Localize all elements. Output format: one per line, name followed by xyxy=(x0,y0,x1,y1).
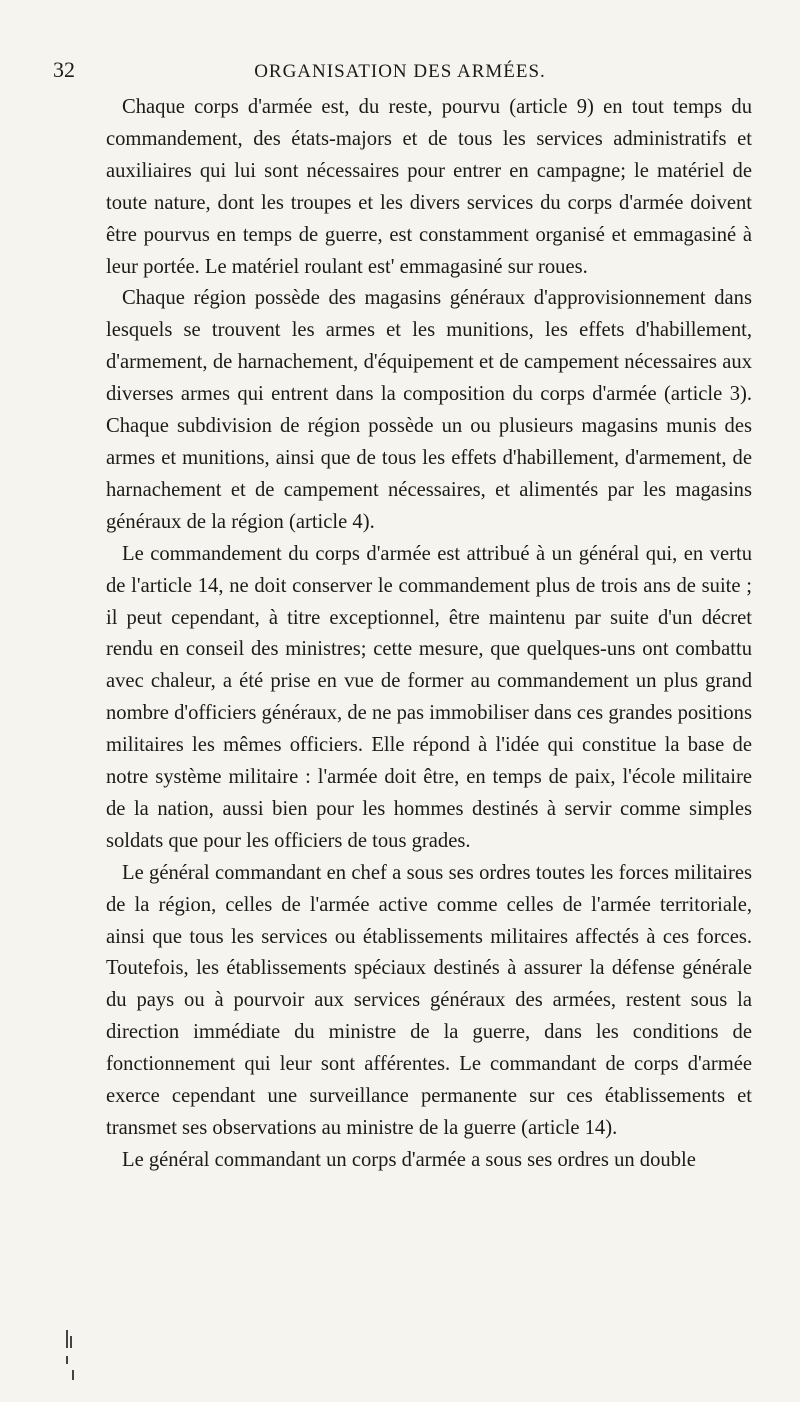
scan-edge-marks xyxy=(66,1330,80,1382)
paragraph: Chaque région possède des magasins généraux d'approvisionnement dans lesquels se trouvent les armes et les munitions, les effets d'habillement, d'armement, de harnachement, d'équipement et de campement nécessaires aux diverses armes qui entrent dans la composition du corps d'armée (article 3). Chaque subdivision de région possède un ou plusieurs magasins munis des armes et munitions, ainsi que de tous les effets d'habillement, d'armement, de harnachement et de campement nécessaires, et alimentés par les magasins généraux de la région (article 4). xyxy=(106,287,752,533)
body-text xyxy=(106,92,752,1177)
page-number: 32 xyxy=(53,57,75,82)
paragraph: Le général commandant en chef a sous ses ordres toutes les forces militaires de la région, celles de l'armée active comme celles de l'armée territoriale, ainsi que tous les services ou établissements militaires affectés à ces forces. Toutefois, les établissements spéciaux destinés à assurer la défense générale du pays ou à pourvoir aux services généraux des armées, restent sous la direction immédiate du ministre de la guerre, dans les conditions de fonctionnement qui leur sont afférentes. Le commandant de corps d'armée exerce cependant une surveillance permanente sur ces établissements et transmet ses observations au ministre de la guerre (article 14). xyxy=(106,861,752,1139)
running-head: ORGANISATION DES ARMÉES. xyxy=(254,61,546,82)
paragraph: Chaque corps d'armée est, du reste, pourvu (article 9) en tout temps du commandement, des états-majors et de tous les services administratifs et auxiliaires qui lui sont nécessaires pour entrer en campagne; le matériel de toute nature, dont les troupes et les divers services du corps d'armée doivent être pourvus en temps de guerre, est constamment organisé et emmagasiné à leur portée. Le matériel roulant est' emmagasiné sur roues. xyxy=(106,96,752,278)
paragraph: Le commandement du corps d'armée est attribué à un général qui, en vertu de l'article 14, ne doit conserver le commandement plus de trois ans de suite ; il peut cependant, à titre exceptionnel, être maintenu par suite d'un décret rendu en conseil des ministres; cette mesure, que quelques-uns ont combattu avec chaleur, a été prise en vue de former au commandement un plus grand nombre d'officiers généraux, de ne pas immobiliser dans ces grandes positions militaires les mêmes officiers. Elle répond à l'idée qui constitue la base de notre système militaire : l'armée doit être, en temps de paix, l'école militaire de la nation, aussi bien pour les hommes destinés à servir comme simples soldats que pour les officiers de tous grades. xyxy=(106,542,752,852)
paragraph: Le général commandant un corps d'armée a sous ses ordres un double xyxy=(122,1148,696,1171)
